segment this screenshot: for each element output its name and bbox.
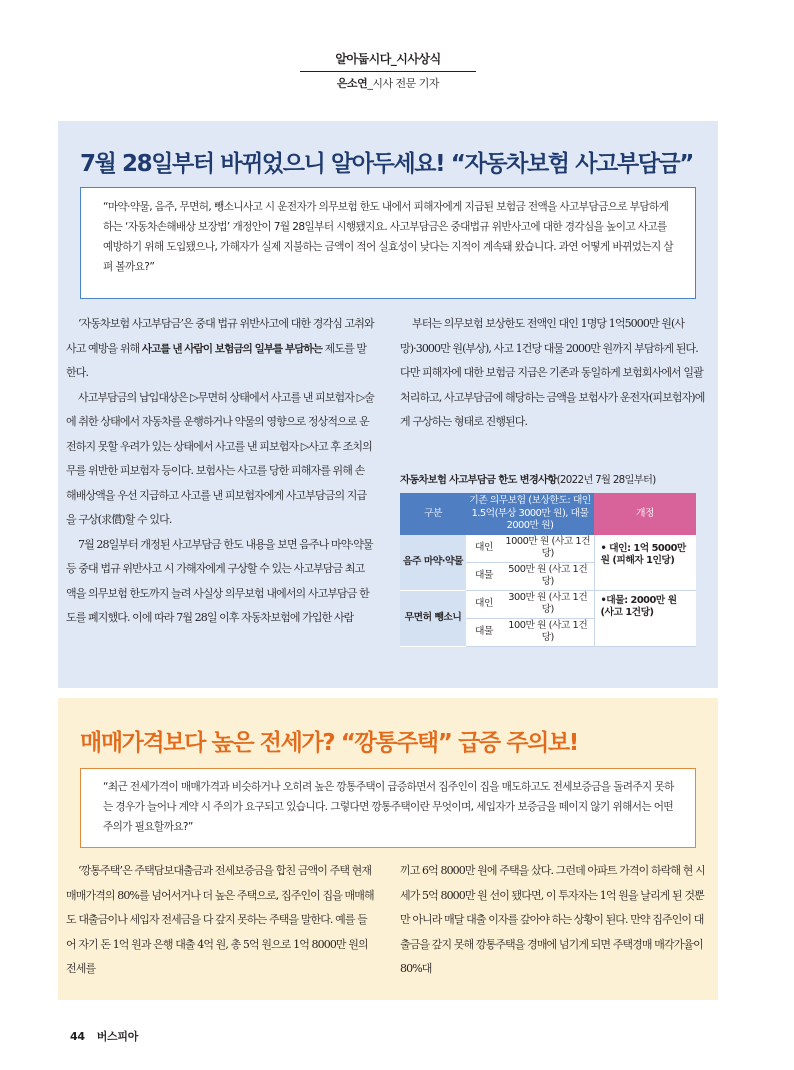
deductible-limit-table xyxy=(400,493,696,647)
table-cell-kind: 대인 xyxy=(466,590,502,618)
article-jeonse-left-column xyxy=(66,859,374,982)
body-paragraph: 7월 28일부터 개정된 사고부담금 한도 내용을 보면 음주나 마약·약물 등 중대 법규 위반사고 시 가해자에게 구상할 수 있는 사고부담금 최고액을 의무보험 한도까지 늘려 사실상 의무보험 내에서의 사고부담금 한도를 폐지했다. 이에 따라 7월 28일 이후 자동차보험에 가입한 사람 xyxy=(66,537,373,624)
page-number: 44 xyxy=(70,1030,85,1043)
table-cell-value: 500만 원 (사고 1건당) xyxy=(502,562,594,590)
table-cell-value: 1000만 원 (사고 1건당) xyxy=(502,535,594,563)
page-header xyxy=(300,50,476,92)
table-new-property: •대물: 2000만 원 (사고 1건당) xyxy=(594,590,696,646)
article-jeonse xyxy=(58,698,718,1000)
header-rule xyxy=(300,71,476,72)
article-insurance-lead: “마약·약물, 음주, 무면허, 뺑소니사고 시 운전자가 의무보험 한도 내에서 피해자에게 지급된 보험금 전액을 사고부담금으로 부담하게 하는 ‘자동차손해배상 보장법’ 개정안이 7월 28일부터 시행됐지요. 사고부담금은 중대법규 위반사고에 대한 경각심을 높이고 사고를 예방하기 위해 도입됐으나, 가해자가 실제 지불하는 금액이 적어 실효성이 낮다는 지적이 계속돼 왔습니다. 과연 어떻게 바뀌었는지 살펴 볼까요?” xyxy=(80,187,696,299)
author-name: 은소연 xyxy=(336,77,368,90)
table-header-group: 구분 xyxy=(400,493,466,535)
body-paragraph: 부터는 의무보험 보상한도 전액인 대인 1명당 1억5000만 원(사망)·3000만 원(부상), 사고 1건당 대물 2000만 원까지 부담하게 된다. 다만 피해자에 대한 보험금 지급은 기존과 동일하게 보험회사에서 일괄 처리하고, 사고부담금에 해당하는 금액을 보험사가 운전자(피보험자)에게 구상하는 형태로 진행된다. xyxy=(400,317,705,428)
body-paragraph: 끼고 6억 8000만 원에 주택을 샀다. 그런데 아파트 가격이 하락해 현 시세가 5억 8000만 원 선이 됐다면, 이 투자자는 1억 원을 날리게 된 것뿐만 아니라 매달 대출 이자를 갚아야 하는 상황이 된다. 만약 집주인이 대출금을 갚지 못해 깡통주택을 경매에 넘기게 되면 주택경매 매각가율이 80%대 xyxy=(400,864,705,975)
body-paragraph xyxy=(66,312,374,386)
table-cell-value: 300만 원 (사고 1건당) xyxy=(502,590,594,618)
article-insurance-headline: 7월 28일부터 바뀌었으니 알아두세요! “자동차보험 사고부담금” xyxy=(80,151,694,177)
article-jeonse-lead: “최근 전세가격이 매매가격과 비슷하거나 오히려 높은 깡통주택이 급증하면서 집주인이 집을 매도하고도 전세보증금을 돌려주지 못하는 경우가 늘어나 계약 시 주의가 요구되고 있습니다. 그렇다면 깡통주택이란 무엇이며, 세입자가 보증금을 떼이지 않기 위해서는 어떤 주의가 필요할까요?” xyxy=(80,768,696,848)
table-cell-kind: 대물 xyxy=(466,562,502,590)
table-row xyxy=(400,535,696,563)
table-caption-date: (2022년 7월 28일부터) xyxy=(556,474,656,486)
table-cell-kind: 대물 xyxy=(466,618,502,646)
table-caption-title: 자동차보험 사고부담금 한도 변경사항 xyxy=(400,474,557,486)
body-text: ‘자동차보험 사고부담금’은 중대 법규 위반사고에 대한 경각심 고취와 사고 예방을 위해 xyxy=(66,317,374,355)
body-paragraph: ‘깡통주택’은 주택담보대출금과 전세보증금을 합친 금액이 주택 현재 매매가격의 80%를 넘어서거나 더 높은 주택으로, 집주인이 집을 매매해도 대출금이나 세입자 전세금을 다 갚지 못하는 주택을 말한다. 예를 들어 자기 돈 1억 원과 은행 대출 4억 원, 총 5억 원으로 1억 8000만 원의 전세를 xyxy=(66,864,374,975)
article-insurance-right-column xyxy=(400,312,708,435)
table-caption xyxy=(400,471,692,486)
table-cell-kind: 대인 xyxy=(466,535,502,563)
article-jeonse-headline: 매매가격보다 높은 전세가? “깡통주택” 급증 주의보! xyxy=(80,730,578,756)
author-role: _시사 전문 기자 xyxy=(367,77,440,90)
table-cell-value: 100만 원 (사고 1건당) xyxy=(502,618,594,646)
table-group-dui: 음주 마약·약물 xyxy=(400,535,466,591)
author-line xyxy=(300,76,476,92)
table-new-person: • 대인: 1억 5000만 원 (피해자 1인당) xyxy=(594,535,696,591)
section-title: 알아둡시다_시사상식 xyxy=(335,52,441,66)
page-footer xyxy=(70,1028,150,1044)
table-row xyxy=(400,590,696,618)
table-header-new: 개정 xyxy=(594,493,696,535)
table-group-unlicensed: 무면허 뺑소니 xyxy=(400,590,466,646)
body-emphasis: 사고를 낸 사람이 보험금의 일부를 부담하는 xyxy=(141,342,323,355)
table-header-old: 기존 의무보험 (보상한도: 대인 1.5억(부상 3000만 원), 대물 2000만 원) xyxy=(466,493,594,535)
article-jeonse-right-column xyxy=(400,859,708,982)
magazine-name: 버스피아 xyxy=(96,1030,139,1043)
article-insurance xyxy=(58,121,718,688)
table-header-row xyxy=(400,493,696,535)
article-insurance-left-column xyxy=(66,312,374,631)
body-text: 제도를 말한다. xyxy=(66,341,367,379)
body-paragraph: 사고부담금의 납입대상은 ▷무면허 상태에서 사고를 낸 피보험자 ▷술에 취한 상태에서 자동차를 운행하거나 약물의 영향으로 정상적으로 운전하지 못할 우려가 있는 상태에서 사고를 낸 피보험자 ▷사고 후 조치의무를 위반한 피보험자 등이다. 보험사는 사고를 당한 피해자를 위해 손해배상액을 우선 지급하고 사고를 낸 피보험자에게 사고부담금의 지급을 구상(求償)할 수 있다. xyxy=(66,390,374,526)
